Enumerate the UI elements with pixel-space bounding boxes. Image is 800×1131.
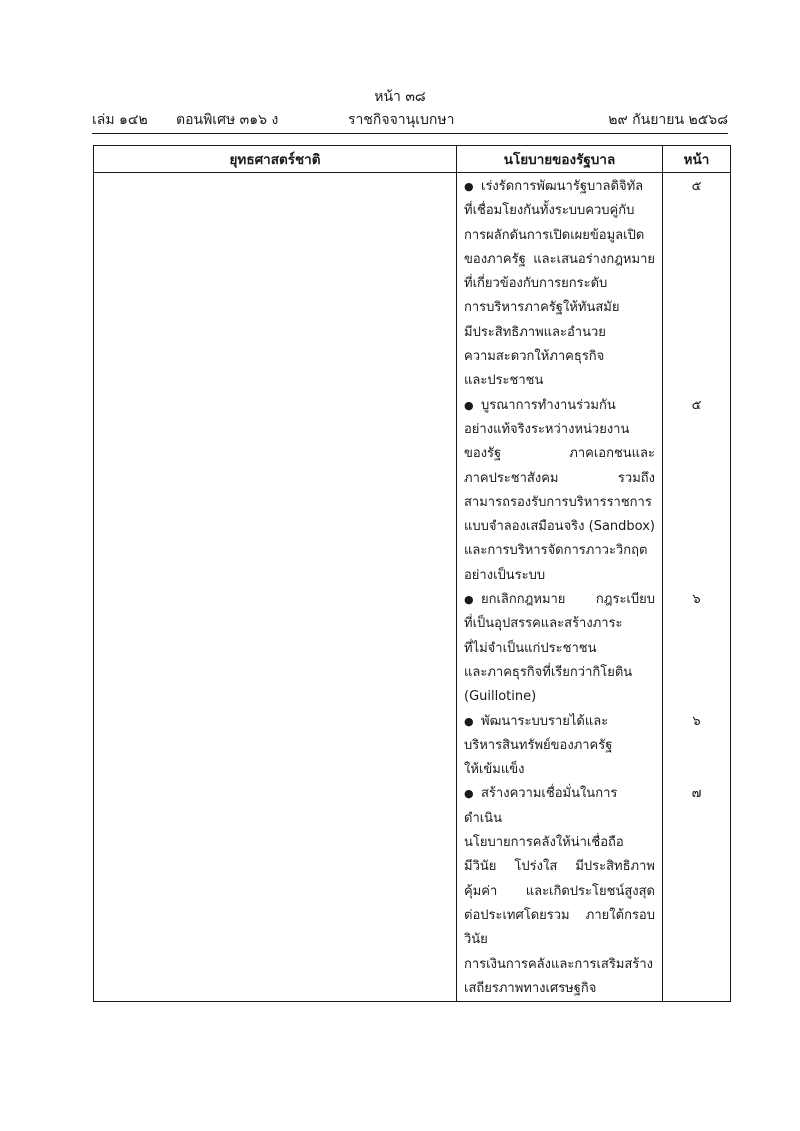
policy-line-text: เสถียรภาพทางเศรษฐกิจ (464, 980, 597, 996)
policy-line (464, 904, 655, 953)
policy-line (464, 321, 655, 345)
policy-line-text: อย่างเป็นระบบ (464, 567, 546, 583)
policy-item (464, 175, 655, 394)
policy-line-text: การเงินการคลังและการเสริมสร้าง (464, 956, 653, 972)
policy-line (464, 394, 655, 418)
policy-line (464, 515, 655, 539)
policy-line-text: ที่ไม่จำเป็นแก่ประชาชน (464, 640, 597, 656)
policy-line (464, 734, 655, 758)
policy-line-text: ที่เป็นอุปสรรคและสร้างภาระ (464, 616, 623, 632)
policy-line (464, 369, 655, 393)
policy-line (464, 855, 655, 879)
column-header-policy: นโยบายของรัฐบาล (457, 146, 663, 173)
volume-number: เล่ม ๑๔๒ (92, 112, 148, 128)
policy-line-text: และภาคธุรกิจที่เรียกว่ากิโยติน (464, 664, 633, 680)
policy-line (464, 175, 655, 199)
policy-line (464, 418, 655, 442)
page-number: หน้า ๓๘ (374, 89, 426, 105)
policy-line-text: มีวินัย โปร่งใส มีประสิทธิภาพ (464, 859, 655, 875)
policy-line-text: ให้เข้มแข็ง (464, 762, 525, 778)
policy-cell (457, 173, 663, 1002)
bullet-icon: ● (464, 593, 474, 607)
policy-line-text: อย่างแท้จริงระหว่างหน่วยงาน (464, 421, 630, 437)
bullet-icon: ● (464, 180, 474, 193)
policy-line (464, 345, 655, 369)
policy-item (464, 710, 655, 783)
header-rule (92, 133, 728, 134)
policy-line (464, 710, 655, 734)
bullet-icon: ● (464, 714, 474, 728)
policy-line (464, 272, 655, 296)
policy-line (464, 831, 655, 855)
policy-line-text: ที่เชื่อมโยงกันทั้งระบบควบคู่กับ (464, 203, 635, 219)
policy-item (464, 782, 655, 1001)
policy-line-text: นโยบายการคลังให้น่าเชื่อถือ (464, 835, 624, 851)
policy-line-text: ยกเลิกกฎหมาย กฎระเบียบ (481, 592, 655, 608)
policy-line (464, 588, 655, 612)
policy-line (464, 782, 655, 831)
policy-line (464, 661, 655, 685)
strategy-cell (94, 173, 457, 1002)
column-header-page: หน้า (663, 146, 731, 173)
policy-item (464, 394, 655, 588)
policy-line-text: พัฒนาระบบรายได้และ (481, 713, 609, 729)
page-reference: ๕ (691, 397, 702, 413)
policy-line (464, 199, 655, 223)
policy-line (464, 758, 655, 782)
policy-line-text: บูรณาการทำงานร่วมกัน (481, 397, 616, 413)
policy-line (464, 491, 655, 515)
policy-line-text: การผลักดันการเปิดเผยข้อมูลเปิด (464, 227, 645, 243)
policy-line (464, 467, 655, 491)
policy-line-text: ต่อประเทศโดยรวม ภายใต้กรอบวินัย (464, 907, 655, 948)
policy-line (464, 224, 655, 248)
page-reference: ๖ (692, 592, 701, 608)
policy-line (464, 442, 655, 466)
policy-line-text: เร่งรัดการพัฒนารัฐบาลดิจิทัล (481, 179, 644, 194)
policy-line-text: มีประสิทธิภาพและอำนวย (464, 324, 606, 340)
policy-table (93, 145, 731, 1002)
bullet-icon: ● (464, 398, 474, 412)
policy-line (464, 612, 655, 636)
policy-line (464, 637, 655, 661)
page-reference: ๖ (692, 713, 701, 729)
policy-line-text: และการบริหารจัดการภาวะวิกฤต (464, 543, 648, 559)
policy-line-text: (Guillotine) (464, 689, 537, 705)
policy-line-text: และประชาชน (464, 373, 544, 389)
page-reference: ๗ (691, 786, 702, 802)
policy-line-text: คุ้มค่า และเกิดประโยชน์สูงสุด (464, 883, 655, 899)
publication-date: ๒๙ กันยายน ๒๕๖๘ (608, 112, 728, 128)
table-header-row (94, 146, 731, 173)
policy-line-text: ที่เกี่ยวข้องกับการยกระดับ (464, 276, 608, 292)
policy-line-text: ภาคประชาสังคม รวมถึง (464, 470, 655, 486)
policy-line (464, 685, 655, 709)
policy-line-text: ของรัฐ ภาคเอกชนและ (464, 446, 655, 462)
gazette-name: ราชกิจจานุเบกษา (348, 112, 455, 128)
policy-line (464, 880, 655, 904)
policy-line (464, 977, 655, 1001)
page-reference: ๕ (691, 179, 702, 194)
policy-line-text: สามารถรองรับการบริหารราชการ (464, 494, 652, 510)
table-row (94, 173, 731, 1002)
policy-item (464, 588, 655, 709)
policy-line-text: ความสะดวกให้ภาคธุรกิจ (464, 349, 605, 365)
policy-line (464, 296, 655, 320)
policy-line-text: ของภาครัฐ และเสนอร่างกฎหมาย (464, 251, 655, 267)
page-cell (663, 173, 731, 1002)
gazette-header (92, 109, 728, 131)
bullet-icon: ● (464, 787, 474, 801)
policy-line (464, 248, 655, 272)
policy-line-text: แบบจำลองเสมือนจริง (Sandbox) (464, 519, 655, 535)
policy-line (464, 564, 655, 588)
policy-line-text: การบริหารภาครัฐให้ทันสมัย (464, 300, 620, 316)
policy-line (464, 953, 655, 977)
policy-line (464, 539, 655, 563)
policy-line-text: บริหารสินทรัพย์ของภาครัฐ (464, 737, 613, 753)
issue-number: ตอนพิเศษ ๓๑๖ ง (176, 112, 279, 128)
policy-line-text: สร้างความเชื่อมั่นในการดำเนิน (464, 786, 618, 826)
column-header-strategy: ยุทธศาสตร์ชาติ (94, 146, 457, 173)
